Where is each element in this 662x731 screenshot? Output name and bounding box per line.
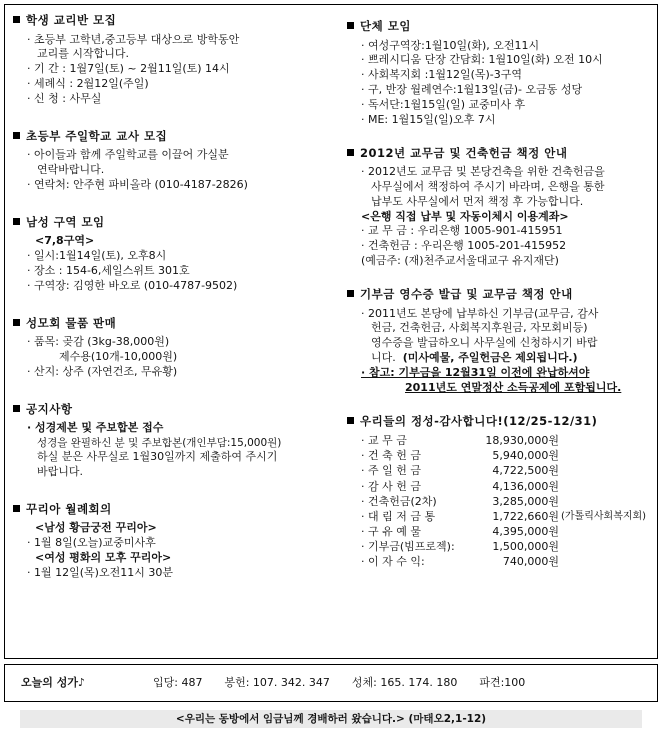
attendance-stat: 입당: 487 [153, 675, 203, 689]
receipt-line: · 2011년도 본당에 납부하신 기부금(교무금, 감사 [361, 306, 599, 320]
notice-line: 바랍니다. [37, 465, 84, 479]
row-amount: 1,500,000원 [492, 540, 559, 554]
row-label: · 건 축 헌 금 [361, 449, 421, 463]
table-row [361, 463, 646, 478]
row-amount: 18,930,000원 [485, 434, 559, 448]
row-label: · 대 림 저 금 통 [361, 509, 436, 523]
sale-line: 제수용(10개-10,000원) [59, 350, 178, 364]
bank-line: · 건축헌금 : 우리은행 1005-201-415952 [361, 239, 567, 253]
receipt-line: 헌금, 건축헌금, 사회복지후원금, 자모회비등) [371, 321, 588, 335]
row-note [559, 479, 646, 494]
men-meeting-line: · 구역장: 김영한 바오로 (010-4787-9502) [27, 278, 238, 292]
curia-group-name: <여성 평화의 모후 꾸리아> [35, 551, 172, 565]
row-label: · 구 유 예 물 [361, 525, 421, 539]
sunday-school-section [13, 129, 338, 193]
notice-line: 하실 분은 사무실로 1월30일까지 제출하여 주시기 [37, 450, 278, 464]
table-row [361, 448, 646, 463]
bible-verse: <우리는 동방에서 임금님께 경배하러 왔습니다.> (마태오2,1-12) [20, 710, 642, 728]
left-column [13, 13, 338, 595]
receipt-line-end: 니다. [371, 351, 396, 365]
communion-stat: 성체: 165. 174. 180 [351, 675, 458, 689]
receipt-line-last [347, 351, 657, 366]
section-title [13, 129, 338, 145]
section-title [13, 13, 338, 29]
section-title [347, 287, 657, 303]
square-bullet-icon [13, 16, 20, 23]
receipt-note: (미사예물, 주일헌금은 제외됩니다.) [402, 351, 578, 365]
receipt-ref-line: · 참고: 기부금을 12월31일 이전에 완납하셔야 [361, 365, 590, 379]
section-title [13, 215, 338, 231]
sunday-school-line: · 연락처: 안주현 파비올라 (010-4187-2826) [27, 177, 248, 191]
row-note [559, 494, 646, 509]
thanks-section [347, 414, 657, 570]
receipt-section [347, 287, 657, 396]
catechism-section [13, 13, 338, 107]
row-note [559, 463, 646, 478]
row-label: · 주 일 헌 금 [361, 464, 421, 478]
row-amount: 4,395,000원 [492, 525, 559, 539]
section-title [347, 146, 657, 162]
dues-line: 사무실에서 책정하여 주시기 바라며, 은행을 통한 [371, 179, 605, 193]
song-label: 오늘의 성가♪ [21, 675, 85, 689]
section-title [347, 19, 657, 35]
groups-line: · 쁘레시디움 단장 간담회: 1월10일(화) 오전 10시 [361, 53, 603, 67]
notice-section [13, 402, 338, 480]
catechism-line: 교리를 시작합니다. [37, 47, 130, 61]
notice-title: 공지사항 [26, 401, 73, 416]
row-note [559, 539, 646, 554]
sale-title: 성모회 물품 판매 [26, 315, 117, 330]
curia-group-name: <남성 황금궁전 꾸리아> [35, 521, 157, 535]
row-note [559, 448, 646, 463]
bulletin-frame [4, 4, 658, 659]
row-label: · 감 사 헌 금 [361, 479, 421, 493]
catechism-line: · 초등부 고학년,중고등부 대상으로 방학동안 [27, 32, 240, 46]
row-amount: 5,940,000원 [492, 449, 559, 463]
sale-section [13, 316, 338, 380]
row-amount: 4,136,000원 [492, 479, 559, 493]
men-meeting-title: 남성 구역 모임 [26, 214, 105, 229]
groups-line: · ME: 1월15일(일)오후 7시 [361, 112, 496, 126]
dues-line: 납부도 사무실에서 먼저 책정 후 가능합니다. [371, 194, 584, 208]
groups-line: · 독서단:1월15일(일) 교중미사 후 [361, 97, 526, 111]
square-bullet-icon [347, 290, 354, 297]
row-note: (가톨릭사회복지회) [561, 510, 647, 522]
row-amount: 1,722,660원 [492, 509, 559, 523]
notice-line: 성경을 완필하신 분 및 주보합본(개인부담:15,000원) [37, 437, 282, 450]
receipt-title: 기부금 영수증 발급 및 교무금 책정 안내 [360, 287, 573, 301]
curia-group-line: · 1월 12일(목)오전11시 30분 [27, 565, 173, 579]
curia-section [13, 502, 338, 581]
table-row [361, 479, 646, 494]
sunday-school-line: 연락바랍니다. [37, 163, 105, 177]
groups-section [347, 19, 657, 128]
dues-section [347, 146, 657, 269]
square-bullet-icon [13, 405, 20, 412]
section-title [13, 316, 338, 332]
table-row [361, 554, 646, 569]
sale-line: · 산지: 상주 (자연건조, 무유황) [27, 364, 178, 378]
square-bullet-icon [347, 149, 354, 156]
row-amount: 3,285,000원 [492, 494, 559, 508]
square-bullet-icon [347, 417, 354, 424]
offering-stat: 봉헌: 107. 342. 347 [224, 675, 330, 689]
row-note [559, 524, 646, 539]
square-bullet-icon [347, 22, 354, 29]
section-title [13, 502, 338, 518]
groups-title: 단체 모임 [360, 19, 411, 33]
stats-footer [4, 664, 658, 702]
groups-line: · 사회복지회 :1월12일(목)-3구역 [361, 68, 523, 82]
square-bullet-icon [13, 319, 20, 326]
catechism-line: · 신 청 : 사무실 [27, 91, 102, 105]
groups-line: · 여성구역장:1월10일(화), 오전11시 [361, 38, 540, 52]
table-row [361, 539, 646, 554]
row-note [559, 433, 646, 448]
catechism-line: · 기 간 : 1월7일(토) ~ 2월11일(토) 14시 [27, 62, 230, 76]
groups-line: · 구, 반장 월례연수:1월13일(금)- 오금동 성당 [361, 83, 583, 97]
square-bullet-icon [13, 505, 20, 512]
row-label: · 기부금(빔프로젝): [361, 540, 455, 554]
sunday-school-line: · 아이들과 함께 주일학교를 이끌어 가실분 [27, 148, 229, 162]
table-row [361, 509, 646, 524]
row-amount: 740,000원 [502, 555, 559, 569]
bank-line: · 교 무 금 : 우리은행 1005-901-415951 [361, 224, 563, 238]
closing-stat: 파견:100 [479, 675, 526, 689]
curia-title: 꾸리아 월례회의 [26, 501, 112, 516]
square-bullet-icon [13, 132, 20, 139]
notice-subtitle: · 성경제본 및 주보합본 접수 [27, 421, 164, 435]
section-title [347, 414, 657, 430]
right-column [347, 13, 657, 584]
men-meeting-line: · 일시:1월14일(토), 오후8시 [27, 249, 167, 263]
row-label: · 교 무 금 [361, 434, 407, 448]
catechism-title: 학생 교리반 모집 [26, 13, 117, 27]
dues-title: 2012년 교무금 및 건축헌금 책정 안내 [360, 145, 568, 160]
dues-line: · 2012년도 교무금 및 본당건축을 위한 건축헌금을 [361, 165, 605, 179]
receipt-line: 영수증을 발급하오니 사무실에 신청하시기 바랍 [371, 336, 598, 350]
men-meeting-line: · 장소 : 154-6,세일스위트 301호 [27, 263, 190, 277]
receipt-ref-line: 2011년도 연말정산 소득공제에 포함됩니다. [405, 380, 622, 394]
men-meeting-subtitle: <7,8구역> [35, 234, 95, 248]
men-meeting-section [13, 215, 338, 294]
row-note [559, 554, 646, 569]
sunday-school-title: 초등부 주일학교 교사 모집 [26, 128, 168, 143]
bank-line: (예금주: (재)천주교서울대교구 유지재단) [361, 254, 559, 268]
sale-line: · 품목: 곶감 (3kg-38,000원) [27, 335, 170, 349]
section-title [13, 402, 338, 418]
catechism-line: · 세례식 : 2월12일(주일) [27, 77, 149, 91]
offering-table [361, 433, 646, 570]
thanks-title: 우리들의 정성-감사합니다!(12/25-12/31) [360, 413, 598, 428]
table-row [361, 494, 646, 509]
bank-title: <은행 직접 납부 및 자동이체시 이용계좌> [361, 209, 569, 223]
row-label: · 이 자 수 익: [361, 555, 425, 569]
row-amount: 4,722,500원 [492, 464, 559, 478]
table-row [361, 524, 646, 539]
table-row [361, 433, 646, 448]
row-label: · 건축헌금(2차) [361, 494, 437, 508]
square-bullet-icon [13, 218, 20, 225]
curia-group-line: · 1월 8일(오늘)교중미사후 [27, 536, 156, 550]
